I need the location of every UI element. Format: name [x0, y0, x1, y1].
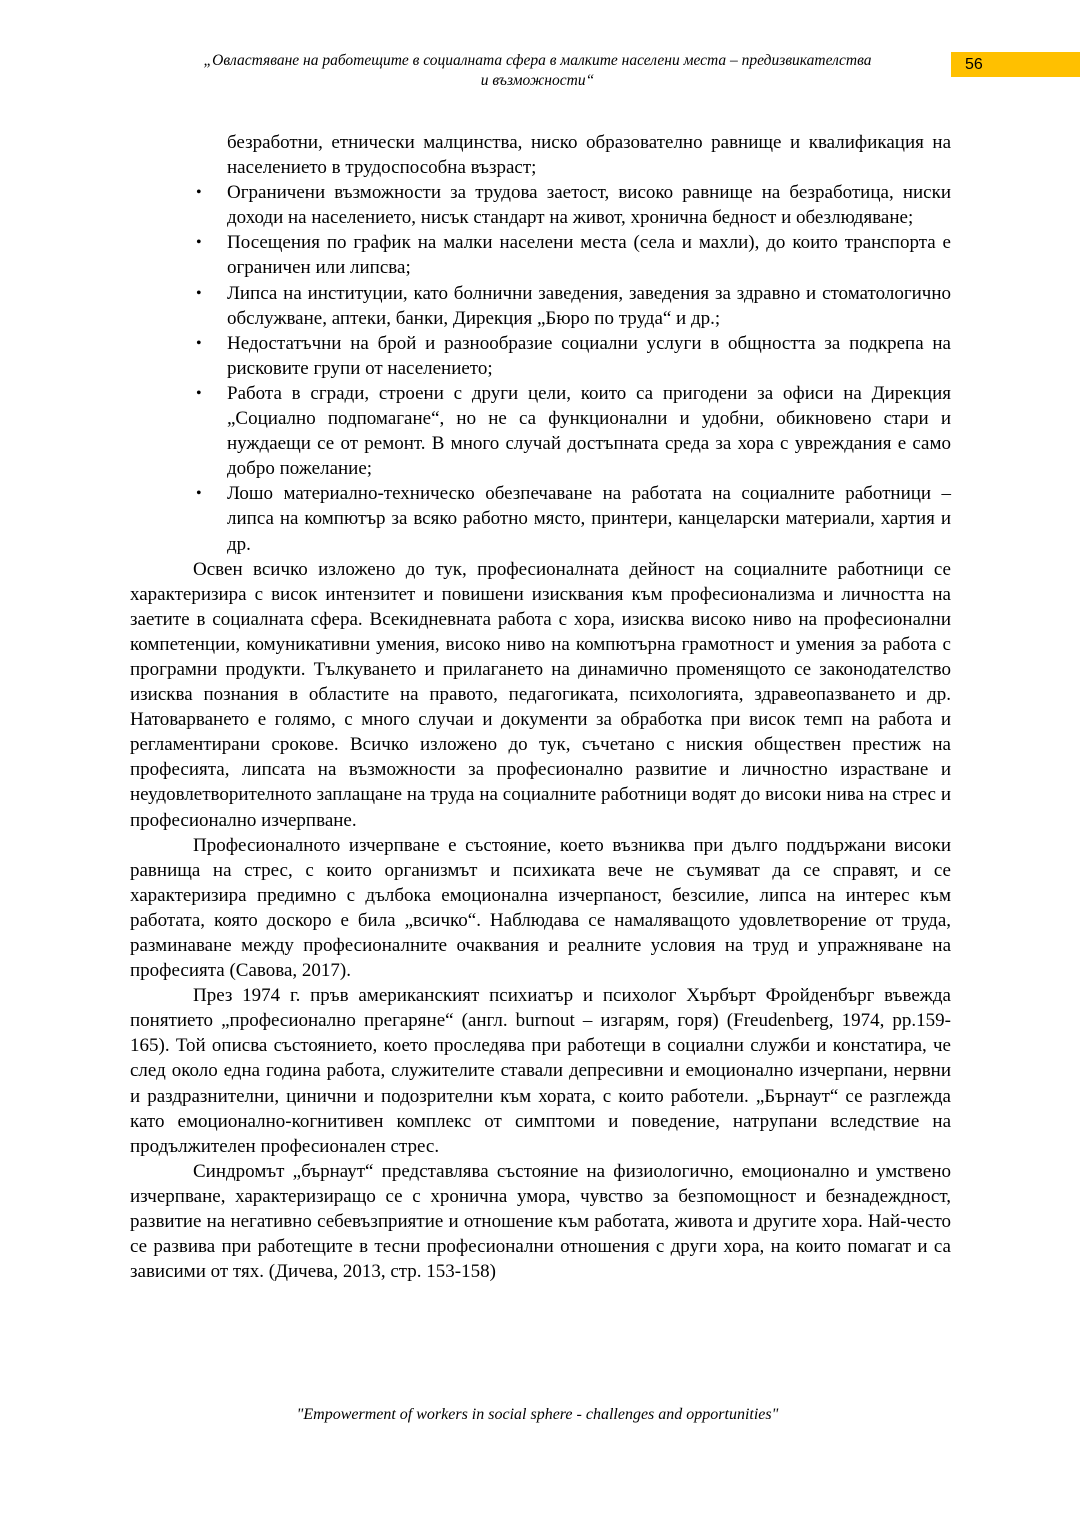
list-item [130, 481, 951, 556]
paragraph-burnout-syndrome: Синдромът „бърнаут“ представлява състояние на физиологично, емоционално и умствено изчерпване, характеризиращо се с хронична умора, чувство за безпомощност и безнадеждност, развитие на негативно себевъзприятие и отношение към работата, живота и другите хора. Най-често се развива при работещите в тесни професионални отношения с други хора, на които помагат и са зависими от тях. (Дичева, 2013, стр. 153-158) [130, 1160, 951, 1283]
bullet-icon: • [196, 334, 202, 352]
list-item [130, 281, 951, 331]
bullet-icon: • [196, 184, 202, 202]
list-item [130, 180, 951, 230]
list-item [130, 381, 951, 481]
bullet-icon: • [196, 284, 202, 302]
header-title-line-2: и възможности“ [480, 72, 595, 89]
bullet-icon: • [196, 485, 202, 503]
header-title-line-1: „Овластяване на работещите в социалната сфера в малките населени места – предизвикателства [203, 52, 872, 69]
list-item-text: Ограничени възможности за трудова заетост, високо равнище на безработица, ниски доходи на населението, нисък стандарт на живот, хронична бедност и обезлюдяване; [227, 182, 951, 229]
list-item-text: Недостатъчни на брой и разнообразие социални услуги в общността за подкрепа на рисковите групи от населението; [227, 332, 951, 379]
bullet-icon: • [196, 234, 202, 252]
paragraph-burnout-definition: Професионалното изчерпване е състояние, което възниква при дълго поддържани високи равнища на стрес, с които организмът и психиката вече не съумяват да се справят, и се характеризира предимно с дълбока емоционална изчерпаност, безсилие, липса на интерес към работата, която доскоро е била „всичко“. Наблюдава се намаляващото удовлетворение от труда, разминаване между професионалните очаквания и реалните условия на труд и упражняване на професията (Савова, 2017). [130, 834, 951, 982]
list-item [130, 331, 951, 381]
bullet-icon: • [196, 384, 202, 402]
bullet-list [130, 180, 951, 556]
page-number-badge: 56 [951, 52, 1080, 77]
list-item-text: Работа в сгради, строени с други цели, които са пригодени за офиси на Дирекция „Социално подпомагане“, но не са функционални и удобни, обикновено стари и нуждаещи се от ремонт. В много случай достъпната среда за хора с увреждания е само добро пожелание; [227, 382, 951, 480]
paragraph-workload: Освен всичко изложено до тук, професионалната дейност на социалните работници се характеризира с висок интензитет и повишени изисквания към професионализма и личността на заетите в социалната сфера. Всекидневната работа с хора, изисква високо ниво на професионални компетенции, комуникативни умения, високо ниво на компютърна грамотност и умения за работа с програмни продукти. Тълкуването и прилагането на динамично променящото се законодателство изисква познания в областите на правото, педагогиката, психологията, здравеопазването и др. Натоварването е голямо, с много случаи и документи за обработка при висок темп на работа и регламентирани срокове. Всичко изложено до тук, съчетано с ниския обществен престиж на професията, липсата на възможности за професионално развитие и личностно израстване и неудовлетворителното заплащане на труда на социалните работници водят до високи нива на стрес и професионално изчерпване. [130, 558, 951, 831]
list-item-text: Лошо материално-техническо обезпечаване на работата на социалните работници – липса на компютър за всяко работно място, принтери, канцеларски материали, хартия и др. [227, 483, 951, 555]
paragraph-freudenberg: През 1974 г. пръв американският психиатър и психолог Хърбърт Фройденбърг въвежда понятието „професионално прегаряне“ (англ. burnout – изгарям, горя) (Freudenberg, 1974, pp.159-165). Той описва състоянието, което проследява при работещи в социални служби и констатира, че след около една година работа, служителите ставали депресивни и емоционално изчерпани, нервни и раздразнителни, цинични и подозрителни към хората, с които работели. „Бърнаут“ се разглежда като емоционално-когнитивен комплекс от симптоми и поведение, натрупани вследствие на продължителен професионален стрес. [130, 985, 951, 1157]
list-item [130, 230, 951, 280]
list-item-text: Посещения по график на малки населени места (села и махли), до които транспорта е ограничен или липсва; [227, 232, 951, 279]
continued-bullet-text: безработни, етнически малцинства, ниско образователно равнище и квалификация на населението в трудоспособна възраст; [227, 132, 951, 179]
body-text [130, 130, 951, 1284]
list-item-text: Липса на институции, като болнични заведения, заведения за здравно и стоматологично обслужване, аптеки, банки, Дирекция „Бюро по труда“ и др.; [227, 282, 951, 329]
running-header [140, 51, 935, 91]
running-footer: "Empowerment of workers in social sphere - challenges and opportunities" [296, 1406, 779, 1423]
